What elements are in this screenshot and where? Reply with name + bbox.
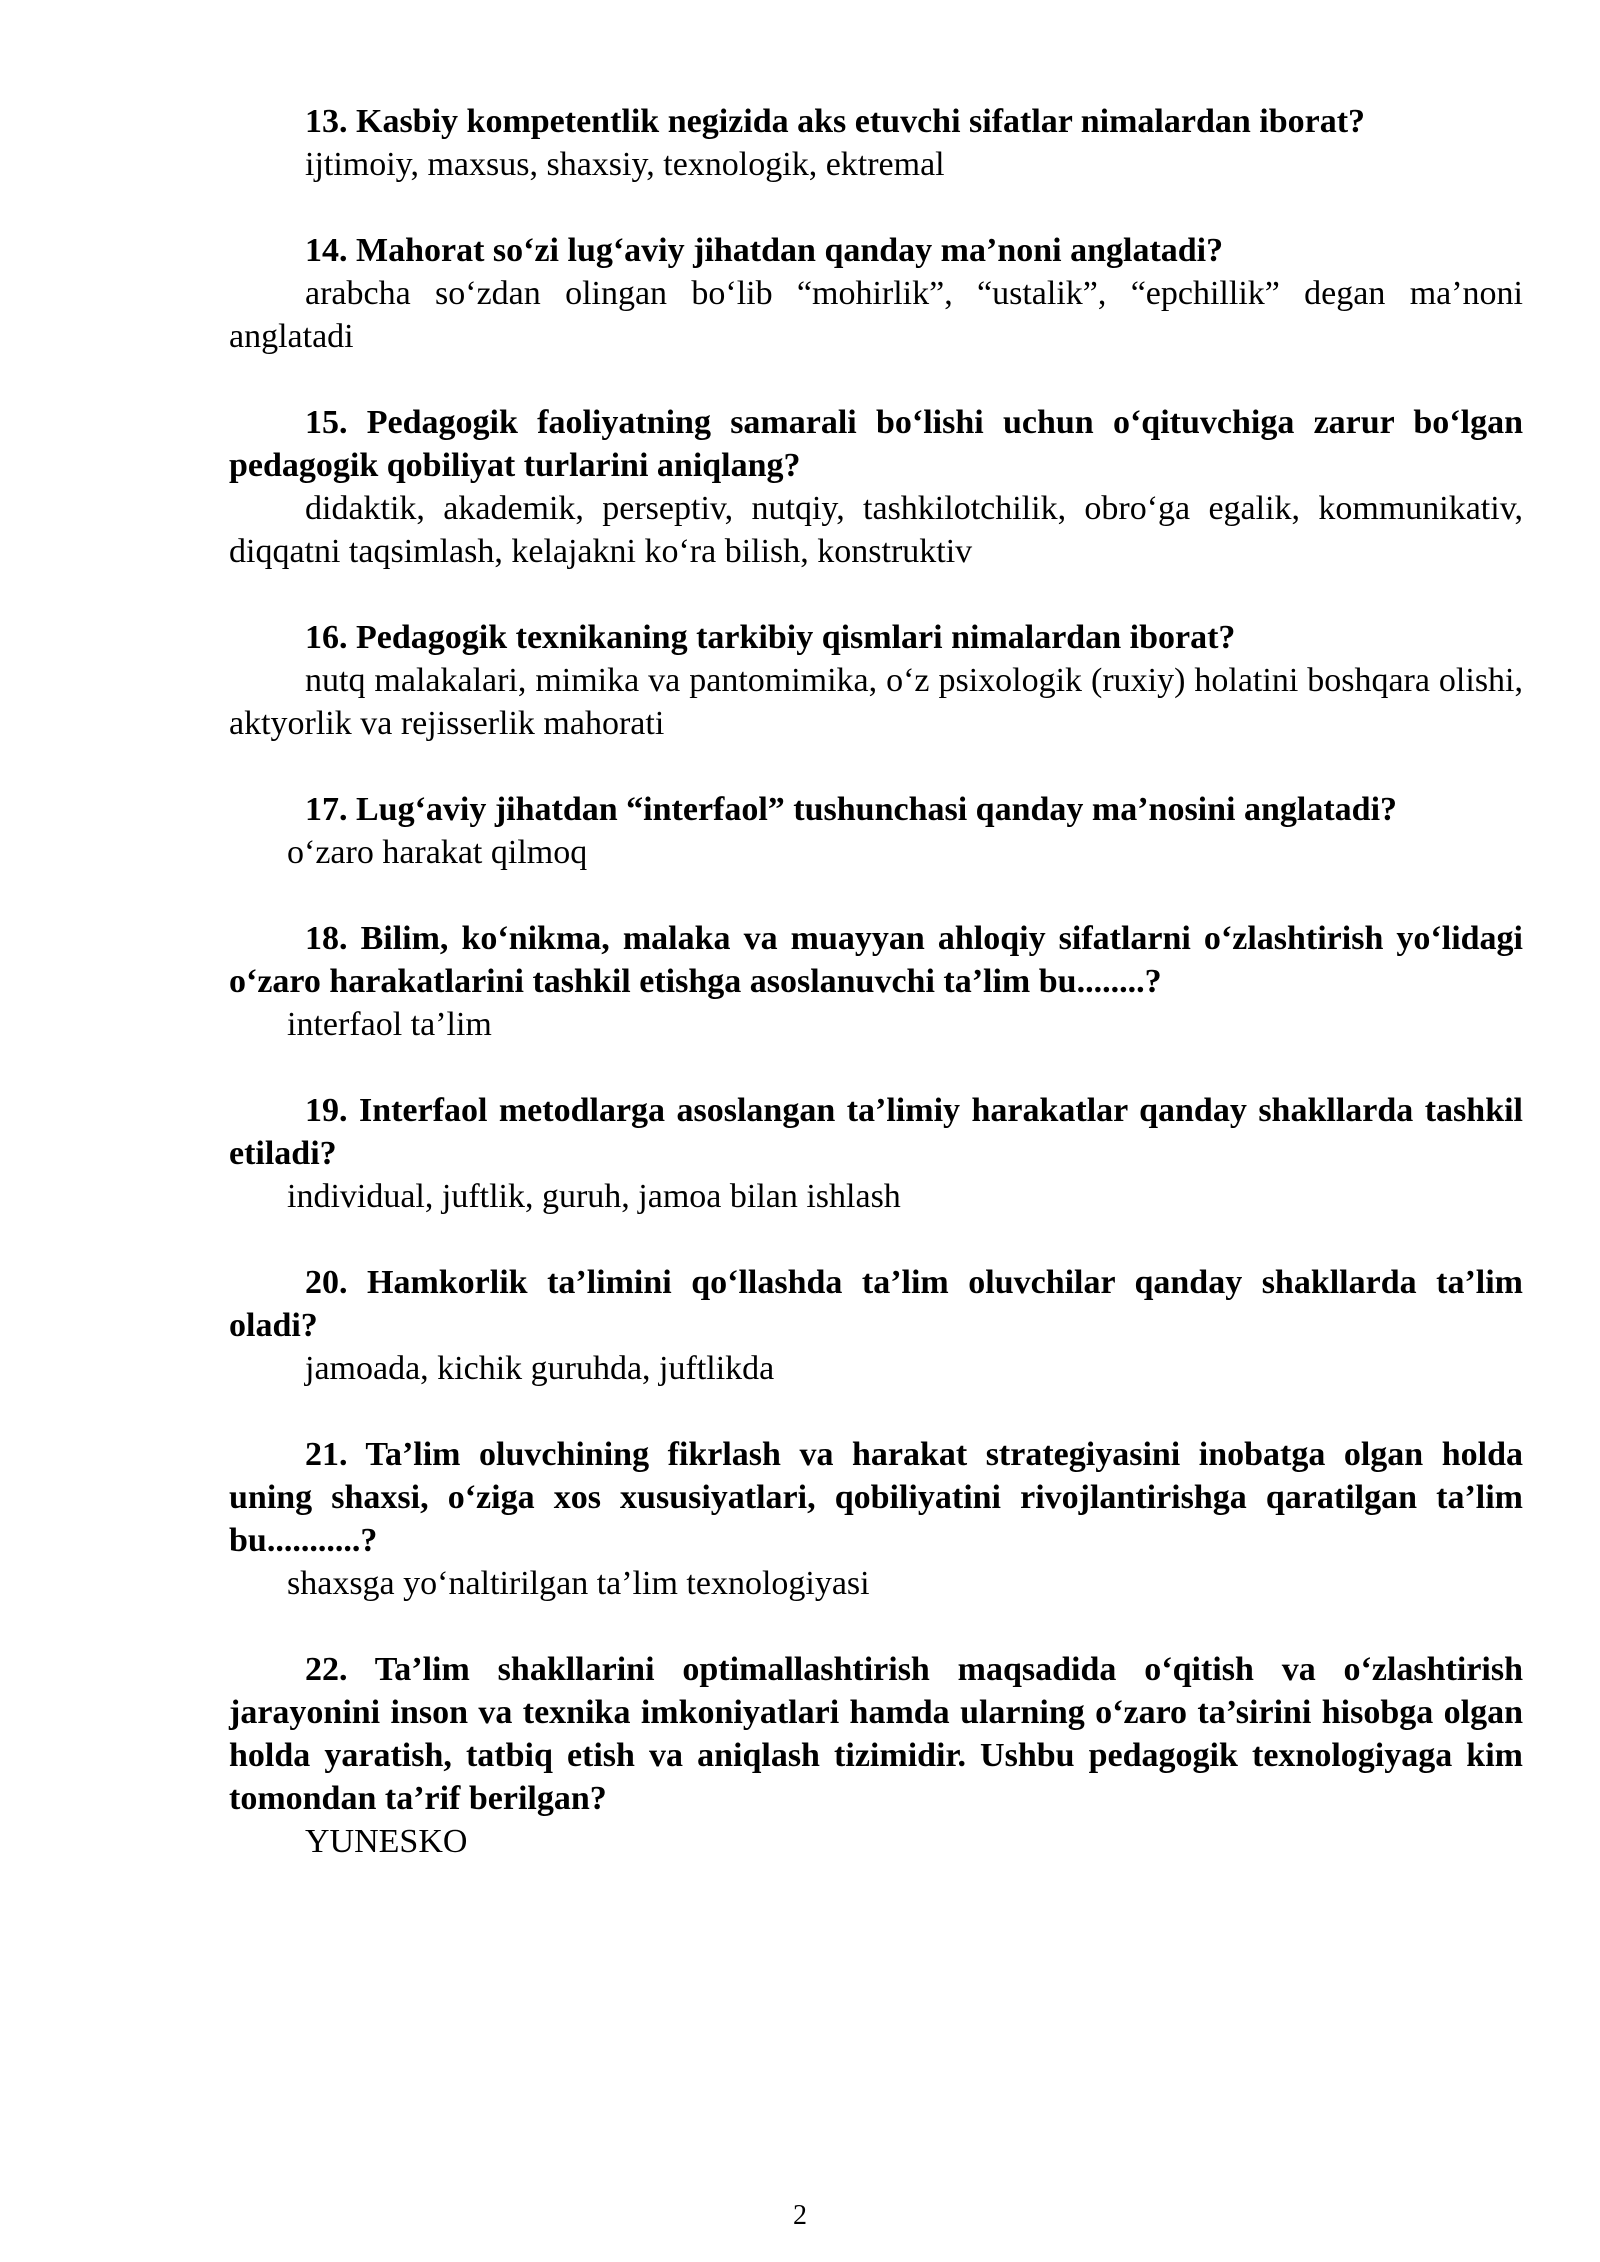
question-block-16: [229, 616, 1523, 745]
question-text: 18. Bilim, ko‘nikma, malaka va muayyan ahloqiy sifatlarni o‘zlashtirish yo‘lidagi o‘zaro harakatlarini tashkil etishga asoslanuvchi ta’lim bu........?: [229, 920, 1523, 1000]
question-text: 22. Ta’lim shakllarini optimallashtirish maqsadida o‘qitish va o‘zlashtirish jarayonini inson va texnika imkoniyatlari hamda ularning o‘zaro ta’sirini hisobga olgan holda yaratish, tatbiq etish va aniqlash tizimidir. Ushbu pedagogik texnologiyaga kim tomondan ta’rif berilgan?: [229, 1651, 1523, 1817]
question-text: 15. Pedagogik faoliyatning samarali bo‘lishi uchun o‘qituvchiga zarur bo‘lgan pedagogik qobiliyat turlarini aniqlang?: [229, 404, 1523, 484]
question-text: 16. Pedagogik texnikaning tarkibiy qismlari nimalardan iborat?: [305, 619, 1236, 656]
answer-text: ijtimoiy, maxsus, shaxsiy, texnologik, ektremal: [305, 146, 945, 183]
question-text: 17. Lug‘aviy jihatdan “interfaol” tushunchasi qanday ma’nosini anglatadi?: [305, 791, 1398, 828]
question-text: 19. Interfaol metodlarga asoslangan ta’limiy harakatlar qanday shakllarda tashkil etiladi?: [229, 1092, 1523, 1172]
question-block-17: [229, 788, 1523, 874]
answer-text: YUNESKO: [305, 1823, 468, 1860]
page-number: 2: [793, 2200, 807, 2231]
question-block-18: [229, 917, 1523, 1046]
question-block-13: [229, 100, 1523, 186]
answer-text: interfaol ta’lim: [287, 1006, 492, 1043]
document-page: [229, 100, 1523, 1906]
question-text: 20. Hamkorlik ta’limini qo‘llashda ta’lim oluvchilar qanday shakllarda ta’lim oladi?: [229, 1264, 1523, 1344]
question-block-21: [229, 1433, 1523, 1605]
answer-text: didaktik, akademik, perseptiv, nutqiy, tashkilotchilik, obro‘ga egalik, kommunikativ, diqqatni taqsimlash, kelajakni ko‘ra bilish, konstruktiv: [229, 490, 1523, 570]
answer-text: o‘zaro harakat qilmoq: [287, 834, 588, 871]
answer-text: shaxsga yo‘naltirilgan ta’lim texnologiyasi: [287, 1565, 870, 1602]
question-block-22: [229, 1648, 1523, 1863]
question-block-15: [229, 401, 1523, 573]
answer-text: arabcha so‘zdan olingan bo‘lib “mohirlik”, “ustalik”, “epchillik” degan ma’noni anglatadi: [229, 275, 1523, 355]
question-text: 13. Kasbiy kompetentlik negizida aks etuvchi sifatlar nimalardan iborat?: [305, 103, 1366, 140]
question-block-14: [229, 229, 1523, 358]
answer-text: individual, juftlik, guruh, jamoa bilan ishlash: [287, 1178, 901, 1215]
question-block-19: [229, 1089, 1523, 1218]
question-text: 21. Ta’lim oluvchining fikrlash va harakat strategiyasini inobatga olgan holda uning shaxsi, o‘ziga xos xususiyatlari, qobiliyatini rivojlantirishga qaratilgan ta’lim bu...........?: [229, 1436, 1523, 1559]
answer-text: nutq malakalari, mimika va pantomimika, o‘z psixologik (ruxiy) holatini boshqara olishi, aktyorlik va rejisserlik mahorati: [229, 662, 1523, 742]
question-text: 14. Mahorat so‘zi lug‘aviy jihatdan qanday ma’noni anglatadi?: [305, 232, 1224, 269]
answer-text: jamoada, kichik guruhda, juftlikda: [305, 1350, 775, 1387]
question-block-20: [229, 1261, 1523, 1390]
